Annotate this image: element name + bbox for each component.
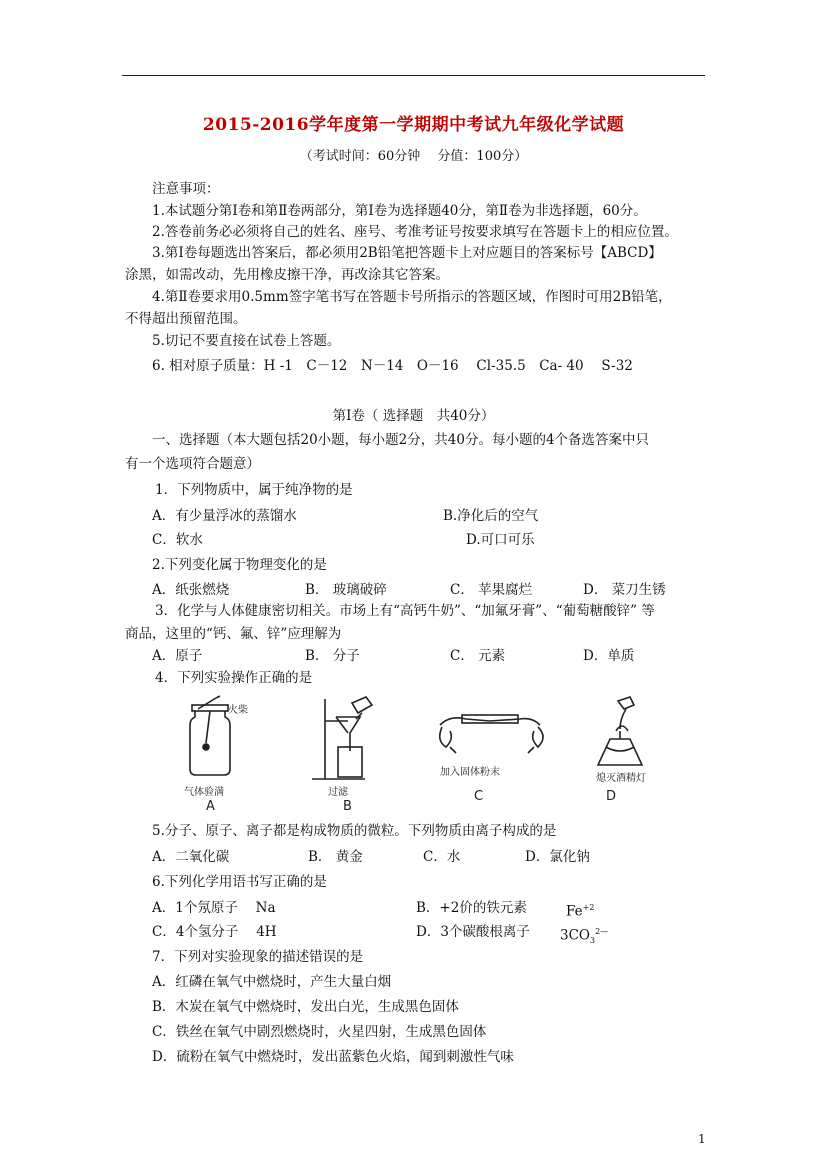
q1-stem: 1．下列物质中，属于纯净物的是 (155, 482, 353, 498)
section-intro-cont: 有一个选项符合题意） (125, 456, 260, 472)
fig-letter-b: B (343, 799, 352, 810)
fig-d-label: 熄灭酒精灯 (596, 773, 646, 784)
fig-letter-a: A (206, 799, 215, 810)
fig-letter-c: C (474, 789, 484, 804)
q2-stem: 2.下列变化属于物理变化的是 (152, 557, 327, 573)
q7-option-c: C．铁丝在氧气中剧烈燃烧时，火星四射，生成黑色固体 (152, 1024, 487, 1040)
note-1: 1.本试题分第Ⅰ卷和第Ⅱ卷两部分，第Ⅰ卷为选择题40分，第Ⅱ卷为非选择题，60分。 (152, 203, 647, 219)
q2-option-d: D． 菜刀生锈 (583, 582, 666, 598)
page-title: 2015-2016学年度第一学期期中考试九年级化学试题 (202, 115, 625, 135)
fig-d-extinguish-lamp (596, 697, 646, 784)
page-number: 1 (698, 1132, 706, 1146)
q5-option-b: B． 黄金 (308, 849, 363, 865)
q7-option-a: A．红磷在氧气中燃烧时，产生大量白烟 (152, 974, 392, 990)
q5-option-d: D．氯化钠 (525, 849, 590, 865)
q3-option-b: B． 分子 (305, 648, 360, 664)
q1-option-d: D.可口可乐 (466, 532, 535, 548)
fig-a-label: 气体验满 (184, 787, 224, 798)
fig-c-add-powder (440, 715, 543, 778)
q2-option-a: A．纸张燃烧 (152, 582, 230, 598)
q4-stem: 4．下列实验操作正确的是 (155, 670, 313, 686)
fig-c-label: 加入固体粉末 (440, 767, 500, 778)
q1-option-c: C．软水 (152, 532, 203, 548)
q1-option-a: A．有少量浮冰的蒸馏水 (152, 508, 297, 524)
q6-option-b-formula: $Fe^{+2}$ (566, 903, 595, 920)
q3-option-d: D．单质 (583, 648, 635, 664)
q1-option-b: B.净化后的空气 (443, 508, 539, 524)
section-intro: 一、选择题（本大题包括20小题，每小题2分，共40分。每小题的4个备选答案中只 (152, 432, 650, 448)
q7-option-d: D．硫粉在氧气中燃烧时，发出蓝紫色火焰，闻到刺激性气味 (152, 1049, 514, 1065)
note-3: 3.第Ⅰ卷每题选出答案后，都必须用2B铅笔把答题卡上对应题目的答案标号【ABCD】 (152, 245, 662, 261)
q5-stem: 5.分子、原子、离子都是构成物质的微粒。下列物质由离子构成的是 (152, 823, 557, 839)
fig-b-label: 过滤 (328, 787, 348, 798)
notes-heading: 注意事项： (152, 181, 220, 197)
section-title: 第Ⅰ卷（ 选择题 共40分） (332, 408, 495, 424)
q3-stem-cont: 商品，这里的“钙、氟、锌”应理解为 (125, 626, 342, 642)
note-4: 4.第Ⅱ卷要求用0.5mm签字笔书写在答题卡号所指示的答题区域，作图时可用2B铅笔， (152, 289, 672, 305)
q3-option-c: C． 元素 (450, 648, 506, 664)
q2-option-c: C． 苹果腐烂 (450, 582, 533, 598)
q6-option-d-formula: $3CO_3^{2—}$ (560, 927, 609, 946)
q3-option-a: A．原子 (152, 648, 203, 664)
note-2: 2.答卷前务必必须将自己的姓名、座号、考准考证号按要求填写在答题卡上的相应位置。 (152, 224, 678, 240)
q4-experiment-figure (150, 695, 690, 810)
note-3-cont: 涂黑，如需改动，先用橡皮擦干净，再改涂其它答案。 (125, 267, 449, 283)
q7-stem: 7．下列对实验现象的描述错误的是 (152, 949, 364, 965)
note-6: 6. 相对原子质量：H -1 C－12 N－14 O－16 Cl-35.5 Ca- 40 S-32 (152, 358, 633, 374)
q6-option-b: B．+2价的铁元素 (416, 900, 527, 916)
q5-option-a: A．二氧化碳 (152, 849, 230, 865)
fig-a-note: 火柴 (228, 705, 248, 716)
fig-letter-d: D (606, 789, 617, 804)
fig-b-filtration (312, 697, 372, 798)
q6-option-c: C．4个氢分子 4H (152, 924, 277, 940)
q6-option-a: A．1个氖原子 Na (152, 900, 276, 916)
header-rule (122, 75, 705, 76)
q7-option-b: B．木炭在氧气中燃烧时，发出白光，生成黑色固体 (152, 999, 459, 1015)
q6-stem: 6.下列化学用语书写正确的是 (152, 874, 327, 890)
note-4-cont: 不得超出预留范围。 (125, 311, 247, 327)
fig-a-gas-test (184, 696, 248, 798)
q6-option-d: D．3个碳酸根离子 (416, 924, 530, 940)
note-5: 5.切记不要直接在试卷上答题。 (152, 333, 341, 349)
q5-option-c: C．水 (423, 849, 461, 865)
q2-option-b: B． 玻璃破碎 (305, 582, 387, 598)
q3-stem: 3．化学与人体健康密切相关。市场上有“高钙牛奶”、“加氟牙膏”、“葡萄糖酸锌” 等 (155, 603, 655, 619)
exam-info: （考试时间：60分钟 分值：100分） (299, 149, 528, 164)
